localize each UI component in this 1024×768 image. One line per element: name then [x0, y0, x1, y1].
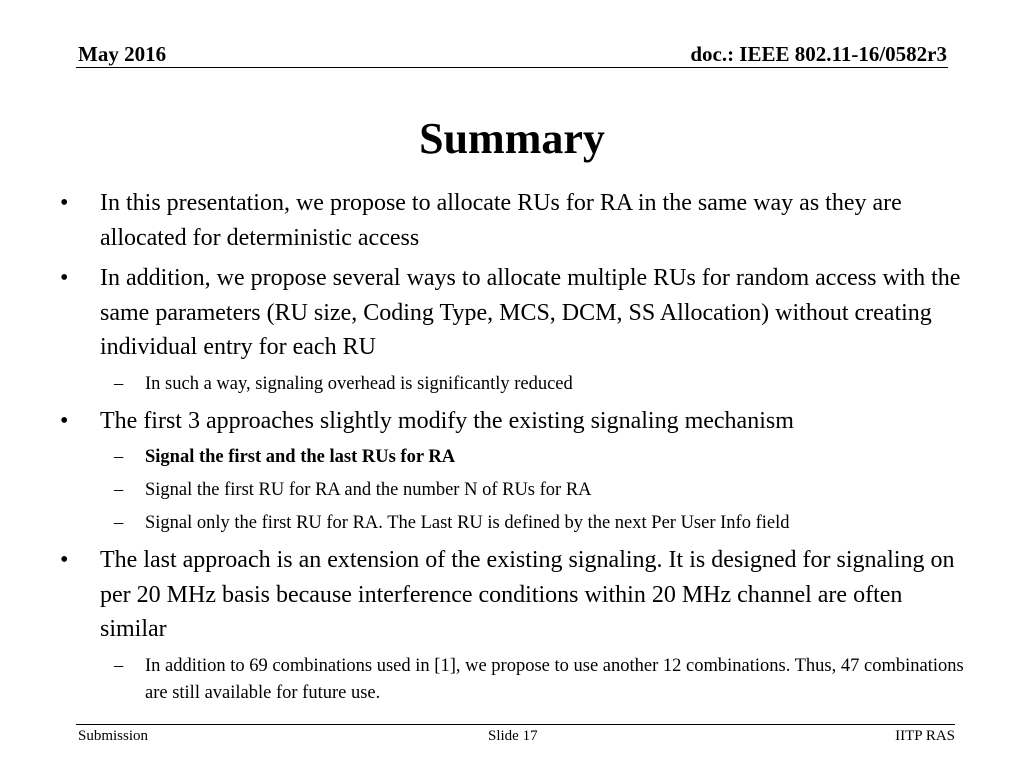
sub-bullet-item: [60, 371, 968, 398]
dash-marker: –: [114, 447, 124, 467]
bullet-marker: •: [60, 407, 69, 434]
bullet-item: [60, 261, 968, 365]
bullet-item: [60, 186, 968, 255]
slide-title: Summary: [419, 114, 605, 163]
footer-slide-number: Slide 17: [488, 728, 538, 744]
bullet-text: The last approach is an extension of the existing signaling. It is designed for signaling on per 20 MHz basis because interference conditions within 20 MHz channel are often similar: [100, 547, 955, 642]
header-doc-number: doc.: IEEE 802.11-16/0582r3: [690, 42, 947, 66]
sub-bullet-item: [60, 653, 968, 707]
footer-submission: Submission: [78, 728, 149, 744]
dash-marker: –: [114, 373, 124, 394]
dash-marker: –: [114, 513, 124, 533]
sub-bullet-text: Signal the first and the last RUs for RA: [145, 447, 456, 467]
header-date: May 2016: [78, 42, 167, 66]
footer-organization: IITP RAS: [895, 728, 955, 744]
bullet-item: [60, 543, 968, 647]
dash-marker: –: [114, 655, 124, 676]
bullet-item: [60, 404, 968, 439]
footer-divider: [76, 724, 955, 725]
bullet-text: The first 3 approaches slightly modify the existing signaling mechanism: [100, 407, 794, 434]
sub-bullet-item: [60, 477, 968, 504]
sub-bullet-text: Signal the first RU for RA and the number N of RUs for RA: [145, 480, 592, 500]
bullet-marker: •: [60, 547, 69, 573]
dash-marker: –: [114, 480, 124, 500]
sub-bullet-item: [60, 510, 968, 537]
header-divider: [76, 67, 948, 68]
bullet-marker: •: [60, 265, 69, 291]
sub-bullet-text: Signal only the first RU for RA. The Last RU is defined by the next Per User Info field: [145, 513, 790, 533]
sub-bullet-text: In such a way, signaling overhead is significantly reduced: [145, 373, 573, 394]
bullet-text: In this presentation, we propose to allocate RUs for RA in the same way as they are allocated for deterministic access: [100, 190, 902, 251]
bullet-marker: •: [60, 190, 69, 216]
sub-bullet-item: [60, 444, 968, 471]
bullet-text: In addition, we propose several ways to allocate multiple RUs for random access with the same parameters (RU size, Coding Type, MCS, DCM, SS Allocation) without creating individual entry for each RU: [100, 265, 961, 360]
slide-body: [60, 186, 968, 713]
sub-bullet-text: In addition to 69 combinations used in [1], we propose to use another 12 combinations. Thus, 47 combinations are still available for future use.: [145, 655, 964, 703]
